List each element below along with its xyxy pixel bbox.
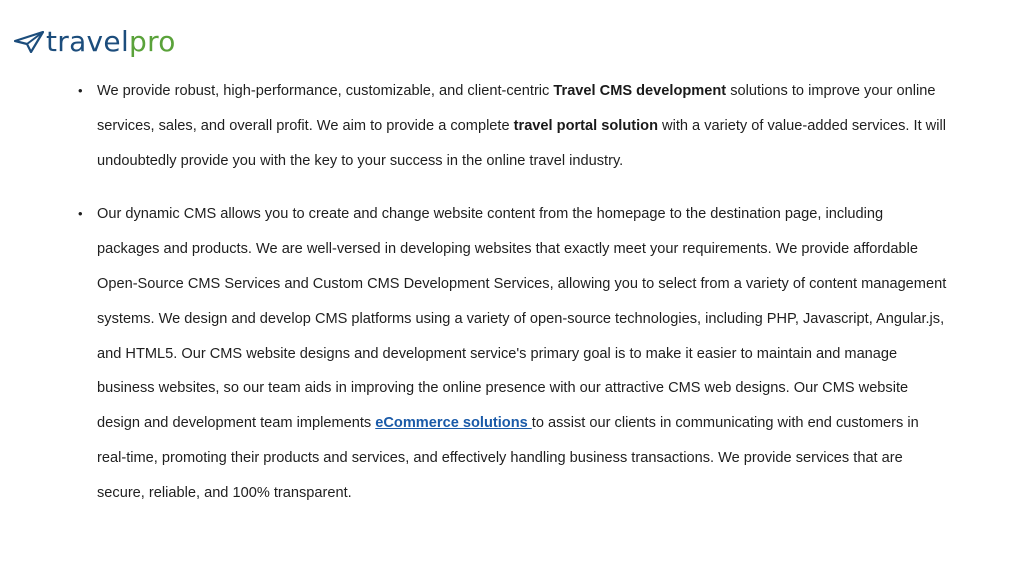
travel-portal-solution-bold: travel portal solution xyxy=(513,117,658,134)
logo-text-pro: pro xyxy=(129,25,176,58)
paragraph-2-text-1: Our dynamic CMS allows you to create and change website content from the homepage to the destination page, including packages and products. We are well-versed in developing websites that exactly meet your requirements. We provide affordable Open-Source CMS Services and Custom CMS Development Services, allowing you to select from a variety of content management systems. We design and develop CMS platforms using a variety of open-source technologies, including PHP, Javascript, Angular.js, and HTML5. Our CMS website designs and development service's primary goal is to make it easier to maintain and manage business websites, so our team aids in improving the online presence with our attractive CMS web designs. Our CMS website design and development team implements xyxy=(97,206,947,432)
paragraph-1-text-3: with a variety of value-added services. It will undoubtedly provide you with the key to your success in the online travel industry. xyxy=(97,117,946,169)
ecommerce-solutions-link[interactable]: eCommerce solutions xyxy=(375,415,532,432)
travel-cms-development-bold: Travel CMS development xyxy=(553,83,727,99)
logo-text-travel: travel xyxy=(46,25,130,58)
bullet-paragraph-1 xyxy=(78,74,948,178)
paragraph-2-text-2: to assist our clients in communicating with end customers in real-time, promoting their products and services, and effectively handling business transactions. We provide services that are secure, reliable, and 100% transparent. xyxy=(97,415,919,501)
travelopro-logo[interactable] xyxy=(14,26,176,58)
main-content xyxy=(78,74,948,530)
paragraph-1-text-1: We provide robust, high-performance, customizable, and client-centric xyxy=(97,83,554,99)
paper-plane-icon xyxy=(14,31,44,53)
paragraph-1-text-2: solutions to improve your online services, sales, and overall profit. We aim to provide a complete xyxy=(97,83,936,134)
logo-wordmark xyxy=(46,26,176,58)
bullet-paragraph-2 xyxy=(78,197,948,510)
